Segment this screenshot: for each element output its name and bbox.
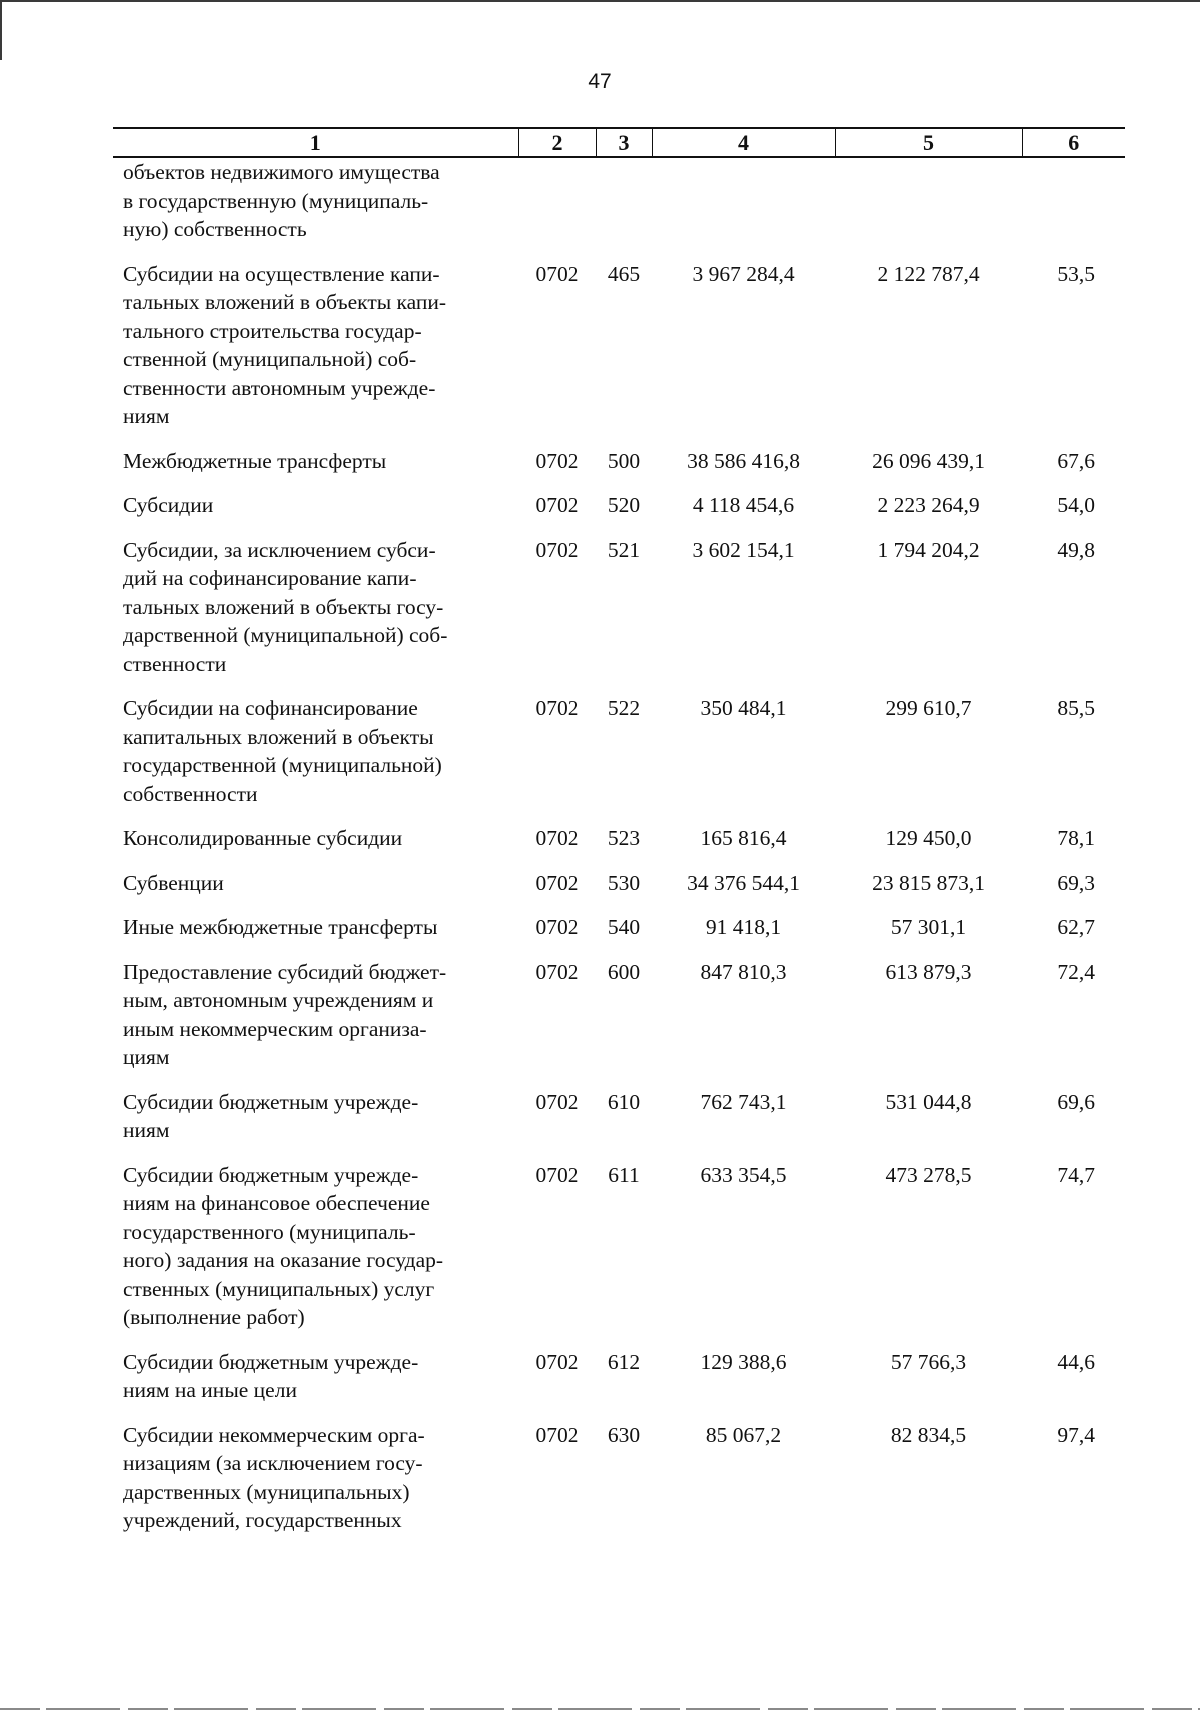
row-label xyxy=(113,694,518,824)
header-col-3: 3 xyxy=(596,128,652,157)
executed-amount: 613 879,3 xyxy=(885,959,972,984)
header-col-6: 6 xyxy=(1022,128,1125,157)
row-label-line: (выполнение работ) xyxy=(123,1305,305,1329)
row-label xyxy=(113,958,518,1088)
table-row xyxy=(113,1161,1125,1348)
row-label-line: Субсидии xyxy=(123,493,214,517)
row-label-line: в государственную (муниципаль- xyxy=(123,188,429,213)
executed-amount xyxy=(835,157,1022,260)
row-label-line: тального строительства государ- xyxy=(123,318,422,343)
row-label-line: ниям на иные цели xyxy=(123,1378,297,1402)
execution-percent: 97,4 xyxy=(1057,1422,1095,1447)
expense-code: 530 xyxy=(607,870,641,895)
row-label-line: ную) собственность xyxy=(123,217,307,241)
table-row xyxy=(113,1348,1125,1421)
executed-amount: 1 794 204,2 xyxy=(877,537,980,562)
executed-amount: 473 278,5 xyxy=(885,1162,972,1187)
expense-code: 523 xyxy=(607,826,641,850)
row-label-line: ниям на финансовое обеспечение xyxy=(123,1191,430,1215)
row-label xyxy=(113,869,518,914)
table-row xyxy=(113,536,1125,695)
section-code: 0702 xyxy=(535,1162,579,1187)
row-label-line: ственных (муниципальных) услуг xyxy=(123,1276,435,1301)
row-label-line: Межбюджетные трансферты xyxy=(123,448,387,473)
section-code: 0702 xyxy=(535,959,579,984)
approved-amount: 129 388,6 xyxy=(700,1349,787,1374)
table-header xyxy=(113,128,1125,157)
executed-amount: 82 834,5 xyxy=(890,1422,967,1447)
execution-percent: 53,5 xyxy=(1057,261,1095,286)
section-code: 0702 xyxy=(535,915,579,939)
row-label-line: собственности xyxy=(123,781,258,806)
table-row xyxy=(113,260,1125,447)
row-label xyxy=(113,536,518,695)
executed-amount: 57 766,3 xyxy=(890,1349,967,1374)
approved-amount: 38 586 416,8 xyxy=(687,448,800,473)
table-row xyxy=(113,694,1125,824)
section-code: 0702 xyxy=(535,1089,579,1114)
section-code xyxy=(518,157,596,260)
table-body xyxy=(113,157,1125,1551)
header-col-1: 1 xyxy=(113,128,518,157)
row-label-line: Иные межбюджетные трансферты xyxy=(123,915,438,939)
section-code: 0702 xyxy=(535,261,579,286)
row-label-line: иным некоммерческим организа- xyxy=(123,1016,427,1041)
header-col-5: 5 xyxy=(835,128,1022,157)
approved-amount: 3 967 284,4 xyxy=(692,261,795,286)
row-label-line: ным, автономным учреждениям и xyxy=(123,988,434,1012)
header-col-2: 2 xyxy=(518,128,596,157)
executed-amount: 57 301,1 xyxy=(890,915,967,939)
row-label-line: дий на софинансирование капи- xyxy=(123,566,417,590)
approved-amount: 165 816,4 xyxy=(700,826,787,850)
approved-amount: 633 354,5 xyxy=(700,1162,787,1187)
row-label xyxy=(113,1161,518,1348)
table-row xyxy=(113,1421,1125,1551)
expense-code: 500 xyxy=(607,448,641,473)
expense-code xyxy=(596,157,652,260)
expense-code: 465 xyxy=(607,261,641,286)
executed-amount: 26 096 439,1 xyxy=(872,448,985,473)
row-label-line: ственной (муниципальной) соб- xyxy=(123,347,417,371)
execution-percent: 69,3 xyxy=(1057,870,1095,895)
row-label xyxy=(113,824,518,869)
row-label-line: Консолидированные субсидии xyxy=(123,826,403,850)
executed-amount: 2 223 264,9 xyxy=(877,493,980,517)
executed-amount: 531 044,8 xyxy=(885,1089,972,1114)
executed-amount: 299 610,7 xyxy=(885,696,972,720)
row-label-line: Субсидии на осуществление капи- xyxy=(123,261,440,286)
row-label-line: Субсидии бюджетным учрежде- xyxy=(123,1162,419,1187)
execution-percent: 62,7 xyxy=(1057,915,1095,939)
execution-percent: 72,4 xyxy=(1057,959,1095,984)
expense-code: 540 xyxy=(607,915,641,939)
approved-amount: 85 067,2 xyxy=(705,1422,782,1447)
row-label-line: объектов недвижимого имущества xyxy=(123,160,440,184)
row-label-line: тальных вложений в объекты капи- xyxy=(123,290,447,314)
scan-edge-top xyxy=(0,0,1200,2)
row-label-line: тальных вложений в объекты госу- xyxy=(123,594,444,619)
row-label-line: дарственных (муниципальных) xyxy=(123,1479,410,1504)
row-label xyxy=(113,260,518,447)
section-code: 0702 xyxy=(535,537,579,562)
execution-percent: 44,6 xyxy=(1057,1349,1095,1374)
row-label-line: Субсидии на софинансирование xyxy=(123,696,418,720)
expense-code: 600 xyxy=(607,959,641,984)
table-row xyxy=(113,1088,1125,1161)
execution-percent: 67,6 xyxy=(1057,448,1095,473)
execution-percent: 78,1 xyxy=(1057,826,1095,850)
row-label-line: государственного (муниципаль- xyxy=(123,1219,416,1244)
row-label-line: циям xyxy=(123,1045,170,1069)
execution-percent: 54,0 xyxy=(1057,493,1095,517)
row-label-line: Субсидии, за исключением субси- xyxy=(123,537,436,562)
row-label xyxy=(113,447,518,492)
expense-code: 610 xyxy=(607,1089,641,1114)
approved-amount: 4 118 454,6 xyxy=(692,493,795,517)
row-label-line: Субсидии бюджетным учрежде- xyxy=(123,1089,419,1114)
header-col-4: 4 xyxy=(652,128,835,157)
approved-amount: 847 810,3 xyxy=(700,959,787,984)
executed-amount: 23 815 873,1 xyxy=(872,870,985,895)
row-label-line: ниям xyxy=(123,1118,170,1142)
expense-code: 521 xyxy=(607,537,641,562)
approved-amount: 91 418,1 xyxy=(705,915,782,939)
execution-percent: 85,5 xyxy=(1057,696,1095,720)
expense-code: 612 xyxy=(607,1349,641,1374)
section-code: 0702 xyxy=(535,448,579,473)
section-code: 0702 xyxy=(535,696,579,720)
table-row xyxy=(113,869,1125,914)
approved-amount xyxy=(652,157,835,260)
row-label xyxy=(113,1088,518,1161)
approved-amount: 3 602 154,1 xyxy=(692,537,795,562)
row-label-line: Предоставление субсидий бюджет- xyxy=(123,959,447,984)
approved-amount: 350 484,1 xyxy=(700,696,787,720)
row-label-line: ственности xyxy=(123,651,227,676)
row-label-line: государственной (муниципальной) xyxy=(123,753,442,777)
row-label-line: низациям (за исключением госу- xyxy=(123,1451,423,1475)
row-label-line: ного) задания на оказание государ- xyxy=(123,1248,444,1272)
row-label-line: Субсидии бюджетным учрежде- xyxy=(123,1349,419,1374)
expense-code: 630 xyxy=(607,1422,641,1447)
table-row xyxy=(113,447,1125,492)
row-label xyxy=(113,1421,518,1551)
execution-percent: 49,8 xyxy=(1057,537,1095,562)
approved-amount: 34 376 544,1 xyxy=(687,870,800,895)
page-number: 47 xyxy=(588,70,612,93)
row-label-line: Субсидии некоммерческим орга- xyxy=(123,1422,425,1447)
row-label-line: учреждений, государственных xyxy=(123,1508,402,1532)
row-label-line: капитальных вложений в объекты xyxy=(123,724,434,749)
header-row xyxy=(113,128,1125,157)
section-code: 0702 xyxy=(535,1349,579,1374)
execution-percent: 69,6 xyxy=(1057,1089,1095,1114)
table-row xyxy=(113,491,1125,536)
section-code: 0702 xyxy=(535,826,579,850)
row-label xyxy=(113,157,518,260)
expense-code: 522 xyxy=(607,696,641,720)
scan-edge-left xyxy=(0,0,2,60)
row-label-line: ственности автономным учрежде- xyxy=(123,375,436,400)
table-row xyxy=(113,824,1125,869)
executed-amount: 129 450,0 xyxy=(885,826,972,850)
execution-percent xyxy=(1022,157,1125,260)
section-code: 0702 xyxy=(535,493,579,517)
row-label xyxy=(113,491,518,536)
row-label xyxy=(113,1348,518,1421)
approved-amount: 762 743,1 xyxy=(700,1089,787,1114)
table-row xyxy=(113,913,1125,958)
scan-edge-bottom xyxy=(0,1708,1200,1710)
executed-amount: 2 122 787,4 xyxy=(877,261,980,286)
section-code: 0702 xyxy=(535,1422,579,1447)
row-label xyxy=(113,913,518,958)
row-label-line: ниям xyxy=(123,404,170,428)
expense-code: 611 xyxy=(608,1162,640,1187)
table-row xyxy=(113,157,1125,260)
budget-table xyxy=(113,127,1125,1551)
expense-code: 520 xyxy=(607,493,641,517)
row-label-line: дарственной (муниципальной) соб- xyxy=(123,623,448,647)
section-code: 0702 xyxy=(535,870,579,895)
execution-percent: 74,7 xyxy=(1057,1162,1095,1187)
table-row xyxy=(113,958,1125,1088)
row-label-line: Субвенции xyxy=(123,870,224,895)
